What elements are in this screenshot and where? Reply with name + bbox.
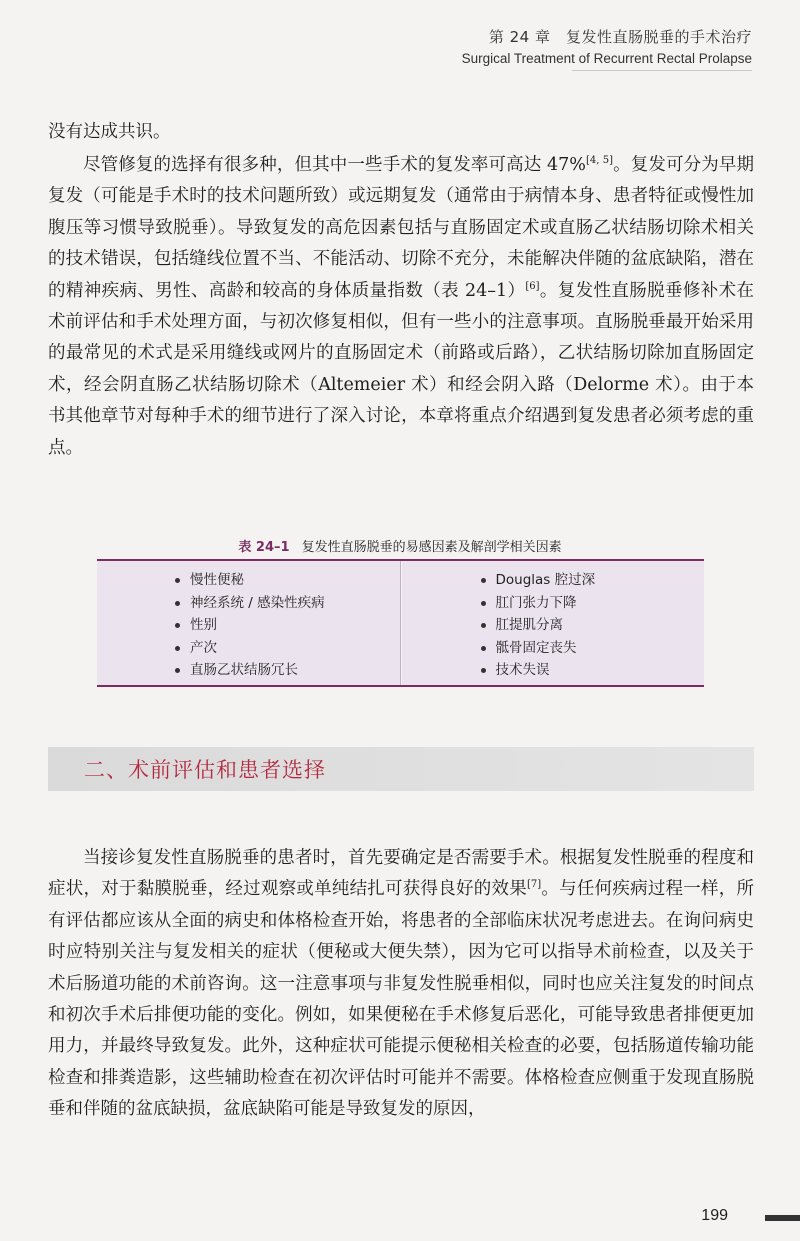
list-item: 产次: [175, 637, 400, 660]
section-heading-bar: [48, 747, 754, 791]
page-edge-mark: [765, 1215, 800, 1221]
section-title: 二、术前评估和患者选择: [84, 758, 326, 782]
list-item: 慢性便秘: [175, 569, 400, 592]
list-item: 性别: [175, 614, 400, 637]
table-column-left: [97, 561, 401, 685]
risk-factor-table: [97, 559, 704, 687]
citation: [4, 5]: [585, 155, 613, 167]
list-item: 技术失误: [481, 659, 705, 682]
paragraph-continuation: [48, 117, 754, 148]
table-number: 表 24–1: [238, 540, 290, 555]
table-title: 复发性直肠脱垂的易感因素及解剖学相关因素: [301, 540, 562, 555]
paragraph-text: 。复发性直肠脱垂修补术在术前评估和手术处理方面，与初次修复相似，但有一些小的注意事项。直肠脱垂最开始采用的最常见的术式是采用缝线或网片的直肠固定术（前路或后路），乙状结肠切除加直肠固定术，经会阴直肠乙状结肠切除术（Altemeier 术）和经会阴入路（Delorme 术）。由于本书其他章节对每种手术的细节进行了深入讨论，本章将重点介绍遇到复发患者必须考虑的重点。: [48, 280, 755, 458]
list-item: 肛门张力下降: [481, 592, 705, 615]
list-item: Douglas 腔过深: [481, 569, 705, 592]
paragraph-text: 当接诊复发性直肠脱垂的患者时，首先要确定是否需要手术。根据复发性脱垂的程度和症状，对于黏膜脱垂，经过观察或单纯结扎可获得良好的效果: [48, 848, 754, 900]
list-item: 直肠乙状结肠冗长: [175, 659, 400, 682]
citation: [7]: [526, 879, 542, 891]
paragraph-text: 尽管修复的选择有很多种，但其中一些手术的复发率可高达 47%: [83, 155, 586, 175]
page-number: 199: [701, 1207, 728, 1224]
paragraph-text: 。与任何疾病过程一样，所有评估都应该从全面的病史和体格检查开始，将患者的全部临床状况考虑进去。在询问病史时应特别关注与复发相关的症状（便秘或大便失禁），因为它可以指导术前检查，以及关于术后肠道功能的术前咨询。这一注意事项与非复发性脱垂相似，同时也应关注复发的时间点和初次手术后排便功能的变化。例如，如果便秘在手术修复后恶化，可能导致患者排便更加用力，并最终导致复发。此外，这种症状可能提示便秘相关检查的必要，包括肠道传输功能检查和排粪造影，这些辅助检查在初次评估时可能并不需要。体格检查应侧重于发现直肠脱垂和伴随的盆底缺损，盆底缺陷可能是导致复发的原因，: [48, 879, 755, 1120]
chapter-title: 第 24 章 复发性直肠脱垂的手术治疗: [488, 28, 752, 46]
chapter-title-en: Surgical Treatment of Recurrent Rectal Prolapse: [461, 51, 752, 66]
header-rule: [572, 70, 752, 71]
paragraph-text: 。复发可分为早期复发（可能是手术时的技术问题所致）或远期复发（通常由于病情本身、患者特征或慢性加腹压等习惯导致脱垂）。导致复发的高危因素包括与直肠固定术或直肠乙状结肠切除术相关的技术错误，包括缝线位置不当、不能活动、切除不充分，未能解决伴随的盆底缺陷，潜在的精神疾病、男性、高龄和较高的身体质量指数（表 24–1）: [48, 155, 754, 301]
list-item: 肛提肌分离: [481, 614, 705, 637]
running-header: [462, 26, 752, 66]
paragraph-evaluation: [48, 843, 754, 1126]
paragraph-text: 没有达成共识。: [48, 122, 171, 142]
table-column-right: [401, 561, 705, 685]
table-caption: [0, 536, 800, 555]
list-item: 神经系统 / 感染性疾病: [175, 592, 400, 615]
paragraph-recurrence: [48, 150, 754, 464]
citation: [6]: [525, 280, 540, 292]
list-item: 骶骨固定丧失: [481, 637, 705, 660]
